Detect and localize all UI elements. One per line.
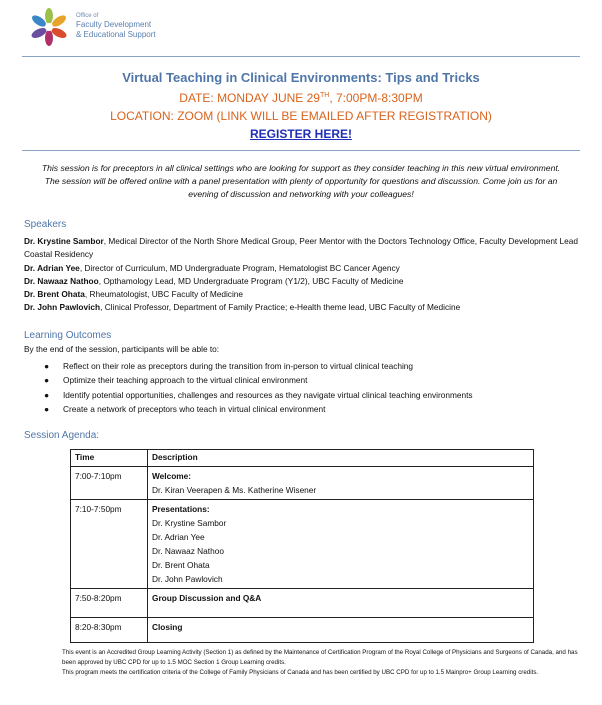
speaker-name: Dr. Krystine Sambor [24, 236, 104, 246]
agenda-item-line: Dr. John Pawlovich [152, 574, 223, 584]
speakers-list [24, 235, 584, 315]
agenda-col-time: Time [71, 450, 148, 467]
top-divider [22, 56, 580, 57]
speaker-item [24, 275, 584, 288]
event-date-prefix: DATE: MONDAY JUNE 29 [179, 91, 320, 105]
leaf-logo-icon [30, 8, 68, 46]
agenda-description [148, 467, 534, 500]
speaker-item [24, 262, 584, 275]
logo-line-1: Office of [76, 13, 99, 19]
speaker-role: , Medical Director of the North Shore Medical Group, Peer Mentor with the Doctors Technology Office, Faculty Development Lead Coastal Residency [24, 236, 579, 260]
agenda-item-title: Group Discussion and Q&A [152, 593, 262, 603]
event-date-time: , 7:00PM-8:30PM [329, 91, 423, 105]
agenda-description [148, 589, 534, 618]
speaker-role: , Clinical Professor, Department of Family Practice; e-Health theme lead, UBC Faculty of Medicine [100, 302, 461, 313]
logo-line-3: & Educational Support [76, 30, 156, 39]
agenda-item-line: Dr. Nawaaz Nathoo [152, 546, 224, 556]
accreditation-para-2: This program meets the certification criteria of the College of Family Physicians of Canada and has been certified by UBC CPD for up to 1.5 Mainpro+ Group Learning credits. [62, 669, 539, 677]
bullet-icon: ● [44, 375, 50, 386]
agenda-header-row [71, 450, 534, 467]
accreditation-note [62, 648, 582, 679]
logo-text [76, 12, 156, 40]
bullet-icon: ● [44, 403, 50, 414]
speaker-item [24, 288, 584, 301]
logo-line-2: Faculty Development [76, 20, 152, 29]
agenda-item-line: Dr. Krystine Sambor [152, 518, 227, 528]
agenda-time: 8:20-8:30pm [71, 618, 148, 643]
mid-divider [22, 150, 580, 151]
list-item [44, 402, 473, 416]
outcomes-intro: By the end of the session, participants will be able to: [24, 344, 220, 354]
register-row [0, 127, 602, 141]
outcome-text: Create a network of preceptors who teach in virtual clinical environment [63, 403, 326, 414]
outcome-text: Identify potential opportunities, challenges and resources as they navigate virtual clinical teaching environments [63, 389, 473, 400]
speaker-name: Dr. Brent Ohata [24, 289, 85, 300]
agenda-col-description: Description [148, 450, 534, 467]
register-link[interactable]: REGISTER HERE! [249, 127, 352, 141]
agenda-item-title: Presentations: [152, 504, 210, 514]
speaker-item [24, 235, 584, 262]
accreditation-para-1: This event is an Accredited Group Learning Activity (Section 1) as defined by the Maintenance of Certification Program of the Royal College of Physicians and Surgeons of Canada, and has been approved by UBC CPD for up to 1.5 MOC Section 1 Group Learning credits. [62, 649, 578, 667]
faculty-logo [30, 8, 180, 48]
agenda-description [148, 618, 534, 643]
speakers-heading: Speakers [24, 219, 67, 230]
bullet-icon: ● [44, 389, 50, 400]
event-title: Virtual Teaching in Clinical Environments: Tips and Tricks [122, 70, 480, 85]
list-item [44, 388, 473, 402]
agenda-description [148, 500, 534, 589]
agenda-time: 7:00-7:10pm [71, 467, 148, 500]
list-item [44, 359, 473, 373]
speaker-name: Dr. Nawaaz Nathoo [24, 275, 99, 286]
speaker-item [24, 301, 584, 314]
speaker-role: , Director of Curriculum, MD Undergraduate Program, Hematologist BC Cancer Agency [79, 262, 400, 273]
table-row [71, 589, 534, 618]
agenda-table [70, 449, 534, 643]
agenda-item-line: Dr. Brent Ohata [152, 560, 210, 570]
speaker-role: , Opthamology Lead, MD Undergraduate Program (Y1/2), UBC Faculty of Medicine [98, 275, 404, 286]
agenda-time: 7:50-8:20pm [71, 589, 148, 618]
outcome-text: Reflect on their role as preceptors during the transition from in-person to virtual clinical teaching [63, 361, 414, 371]
agenda-item-title: Welcome: [152, 471, 192, 481]
speaker-name: Dr. John Pawlovich [24, 302, 101, 313]
event-location: LOCATION: ZOOM (LINK WILL BE EMAILED AFTER REGISTRATION) [110, 109, 492, 123]
agenda-item-line: Dr. Kiran Veerapen & Ms. Katherine Wisener [152, 485, 317, 495]
table-row [71, 618, 534, 643]
bullet-icon: ● [44, 361, 50, 371]
table-row [71, 467, 534, 500]
agenda-time: 7:10-7:50pm [71, 500, 148, 589]
speaker-role: , Rheumatologist, UBC Faculty of Medicine [84, 289, 244, 300]
outcomes-heading: Learning Outcomes [24, 330, 112, 341]
list-item [44, 373, 473, 387]
intro-paragraph: This session is for preceptors in all clinical settings who are looking for support as they consider teaching in this new virtual environment. The session will be offered online with a panel presentation with plenty of opportunity for questions and discussion. Come join us for an evening of discussion and networking with your colleagues! [41, 163, 561, 199]
outcome-text: Optimize their teaching approach to the virtual clinical environment [63, 375, 308, 386]
outcomes-list [44, 359, 473, 416]
table-row [71, 500, 534, 589]
agenda-item-line: Dr. Adrian Yee [152, 532, 205, 542]
event-date [0, 91, 602, 105]
speaker-name: Dr. Adrian Yee [24, 262, 80, 273]
agenda-item-title: Closing [152, 622, 183, 632]
agenda-heading: Session Agenda: [24, 430, 100, 441]
event-date-suffix: TH [319, 92, 330, 99]
